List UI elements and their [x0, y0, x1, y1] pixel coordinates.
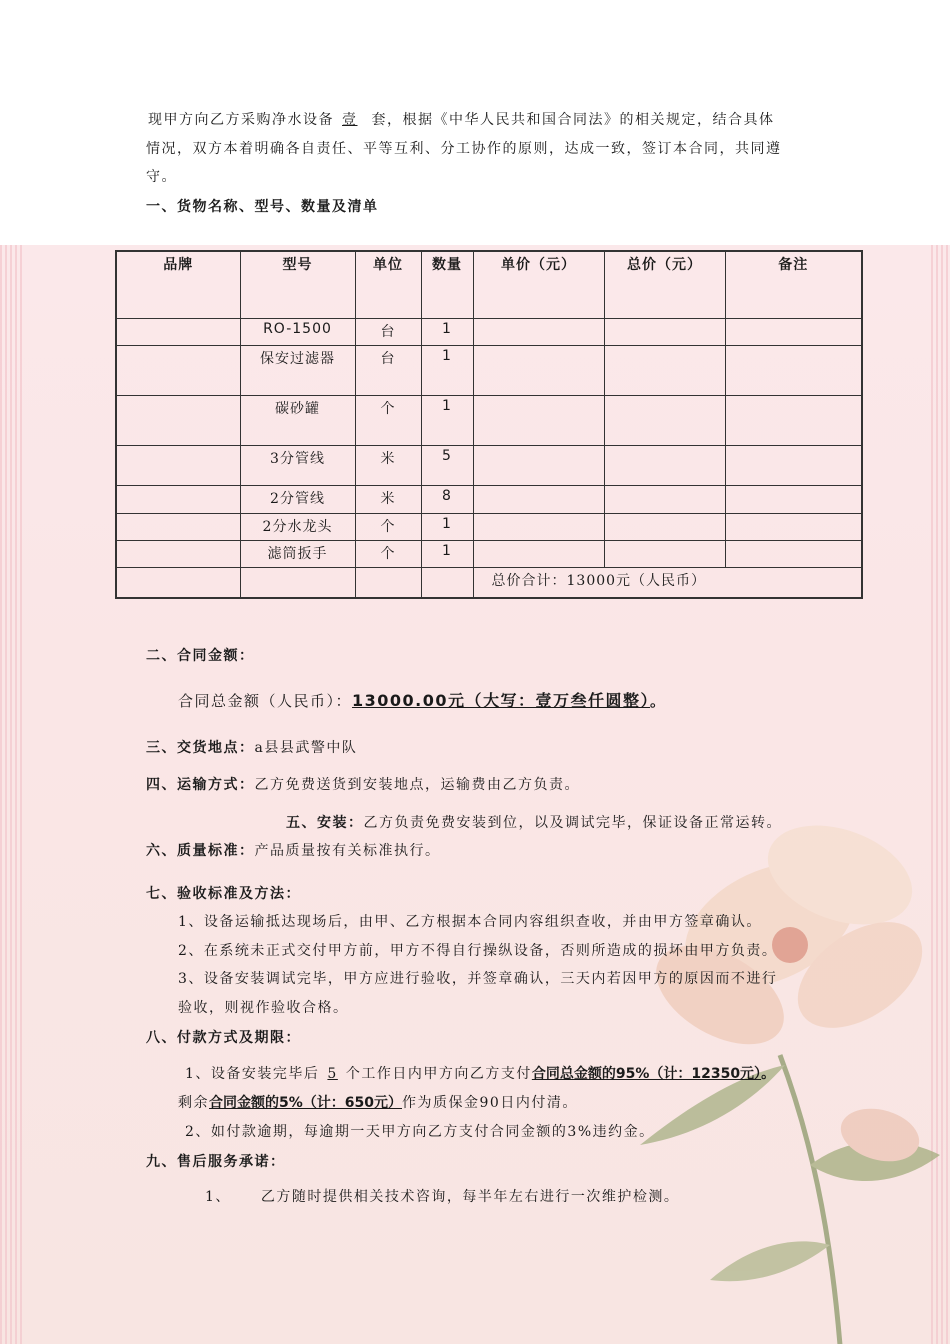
payment-days: 5	[327, 1066, 338, 1082]
intro-line-3: 守。	[146, 169, 177, 185]
intro-line-2: 情况，双方本着明确各自责任、平等互利、分工协作的原则，达成一致，签订本合同，共同遵	[146, 141, 782, 157]
table-row: 2分水龙头 个 1	[116, 514, 862, 541]
header-unit: 单位	[355, 251, 421, 319]
header-total-price: 总价（元）	[604, 251, 725, 319]
payment-line-3: 2、如付款逾期，每逾期一天甲方向乙方支付合同金额的3%违约金。	[185, 1124, 655, 1140]
section-4: 四、运输方式：乙方免费送货到安装地点，运输费由乙方负责。	[146, 777, 580, 793]
section-7-title: 七、验收标准及方法：	[146, 886, 301, 902]
table-row: RO-1500 台 1	[116, 319, 862, 346]
section-1-title: 一、货物名称、型号、数量及清单	[146, 199, 379, 215]
header-quantity: 数量	[421, 251, 473, 319]
total-price-cell: 总价合计：13000元（人民币）	[473, 568, 862, 599]
section-9-title: 九、售后服务承诺：	[146, 1154, 286, 1170]
section-2-title: 二、合同金额：	[146, 648, 255, 664]
table-total-row	[116, 568, 862, 599]
header-unit-price: 单价（元）	[473, 251, 604, 319]
contract-amount-line: 合同总金额（人民币）：13000.00元（大写：壹万叁仟圆整）。	[178, 691, 667, 710]
section-5: 五、安装：乙方负责免费安装到位，以及调试完毕，保证设备正常运转。	[286, 815, 782, 831]
table-header-row	[116, 251, 862, 319]
section-8-title: 八、付款方式及期限：	[146, 1030, 301, 1046]
table-row: 碳砂罐 个 1	[116, 396, 862, 446]
table-row: 滤筒扳手 个 1	[116, 541, 862, 568]
section-7-item-3-cont: 验收，则视作验收合格。	[178, 1000, 349, 1016]
goods-table	[115, 250, 863, 599]
header-brand: 品牌	[116, 251, 240, 319]
table-row: 2分管线 米 8	[116, 486, 862, 514]
section-3: 三、交货地点：a县县武警中队	[146, 740, 358, 756]
section-7-item-3: 3、设备安装调试完毕，甲方应进行验收，并签章确认，三天内若因甲方的原因而不进行	[178, 971, 778, 987]
section-7-item-1: 1、设备运输抵达现场后，由甲、乙方根据本合同内容组织查收，并由甲方签章确认。	[178, 914, 762, 930]
payment-line-1: 1、设备安装完毕后 5 个工作日内甲方向乙方支付合同总金额的95%（计：12350元）。	[185, 1066, 777, 1082]
section-6: 六、质量标准：产品质量按有关标准执行。	[146, 843, 441, 859]
table-row: 3分管线 米 5	[116, 446, 862, 486]
contract-amount: 13000.00元（大写：壹万叁仟圆整）	[352, 691, 651, 710]
service-item-1: 1、 乙方随时提供相关技术咨询，每半年左右进行一次维护检测。	[205, 1189, 680, 1205]
table-row: 保安过滤器 台 1	[116, 346, 862, 396]
equipment-quantity: 壹	[342, 112, 358, 128]
header-model: 型号	[240, 251, 355, 319]
header-remark: 备注	[725, 251, 862, 319]
intro-line-1: 现甲方向乙方采购净水设备 壹 套，根据《中华人民共和国合同法》的相关规定，结合具体	[148, 112, 775, 128]
section-7-item-2: 2、在系统未正式交付甲方前，甲方不得自行操纵设备，否则所造成的损坏由甲方负责。	[178, 943, 778, 959]
payment-line-2: 剩余合同金额的5%（计：650元）作为质保金90日内付清。	[178, 1095, 578, 1111]
